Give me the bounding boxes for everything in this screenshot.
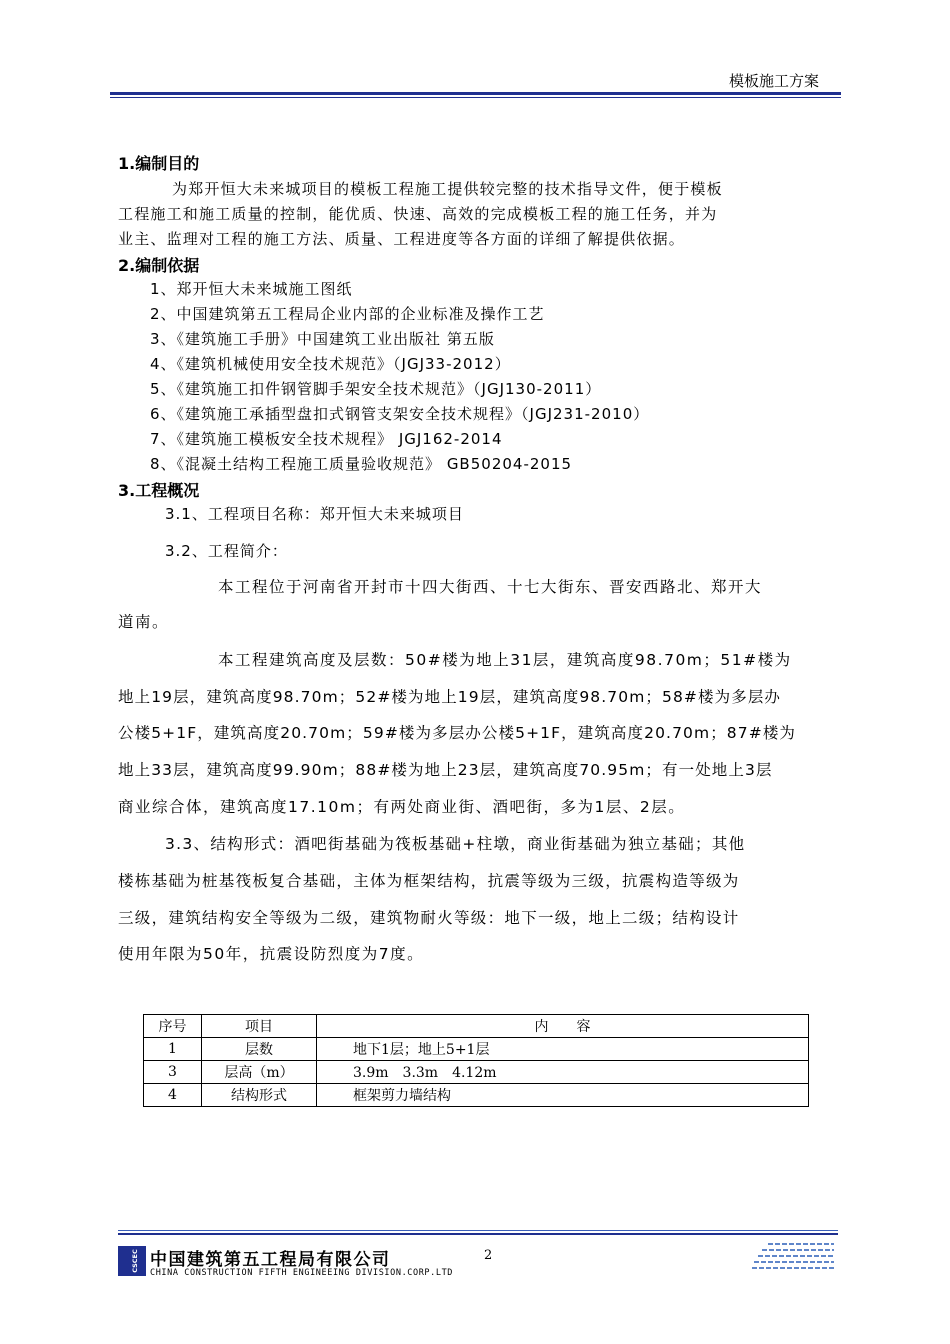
- paragraph-line: 工程施工和施工质量的控制，能优质、快速、高效的完成模板工程的施工任务，并为: [118, 205, 718, 223]
- basis-list-item: 2、中国建筑第五工程局企业内部的企业标准及操作工艺: [150, 305, 545, 323]
- table-row: [144, 1061, 809, 1084]
- paragraph-line: 本工程位于河南省开封市十四大街西、十七大街东、晋安西路北、郑开大: [218, 578, 763, 596]
- company-name-en: CHINA CONSTRUCTION FIFTH ENGINEEING DIVISION.CORP.LTD: [150, 1268, 454, 1278]
- table-row: [144, 1084, 809, 1107]
- paragraph-line: 道南。: [118, 613, 170, 631]
- table-cell: 层数: [202, 1038, 317, 1061]
- paragraph-line: 地上19层，建筑高度98.70m；52#楼为地上19层，建筑高度98.70m；58#楼为多层办: [118, 688, 782, 706]
- company-name-cn: 中国建筑第五工程局有限公司: [150, 1250, 391, 1270]
- paragraph-line: 为郑开恒大未来城项目的模板工程施工提供较完整的技术指导文件，便于模板: [172, 180, 723, 198]
- table-cell: 4: [144, 1084, 202, 1107]
- table-cell: 1: [144, 1038, 202, 1061]
- paragraph-line: 本工程建筑高度及层数：50#楼为地上31层，建筑高度98.70m；51#楼为: [218, 651, 792, 669]
- table-cell: 地下1层；地上5+1层: [317, 1038, 809, 1061]
- basis-list-item: 6、《建筑施工承插型盘扣式钢管支架安全技术规程》（JGJ231-2010）: [150, 405, 650, 423]
- table-header-cell: 序号: [144, 1015, 202, 1038]
- header-divider-thin: [110, 97, 841, 98]
- table-cell: 3.9m 3.3m 4.12m: [317, 1061, 809, 1084]
- basis-list-item: 8、《混凝土结构工程施工质量验收规范》 GB50204-2015: [150, 455, 573, 473]
- paragraph-line: 商业综合体，建筑高度17.10m；有两处商业街、酒吧街，多为1层、2层。: [118, 798, 686, 816]
- section-heading-overview: 3.工程概况: [118, 481, 200, 500]
- document-title: 模板施工方案: [728, 72, 819, 90]
- table-cell: 结构形式: [202, 1084, 317, 1107]
- company-logo-icon: [118, 1246, 146, 1276]
- paragraph-line: 使用年限为50年，抗震设防烈度为7度。: [118, 945, 425, 963]
- table-row: [144, 1038, 809, 1061]
- basis-list-item: 7、《建筑施工模板安全技术规程》 JGJ162-2014: [150, 430, 503, 448]
- section-heading-basis: 2.编制依据: [118, 256, 200, 275]
- paragraph-line: 业主、监理对工程的施工方法、质量、工程进度等各方面的详细了解提供依据。: [118, 230, 686, 248]
- brand-wave-icon: [750, 1240, 838, 1278]
- table-cell: 3: [144, 1061, 202, 1084]
- subsection-project-name: 3.1、工程项目名称：郑开恒大未来城项目: [165, 505, 464, 523]
- paragraph-line: 三级，建筑结构安全等级为二级，建筑物耐火等级：地下一级，地上二级；结构设计: [118, 909, 740, 927]
- footer-divider: [118, 1233, 838, 1235]
- table-header-cell: 项目: [202, 1015, 317, 1038]
- paragraph-line: 3.3、结构形式：酒吧街基础为筏板基础+柱墩，商业街基础为独立基础；其他: [165, 835, 746, 853]
- section-heading-purpose: 1.编制目的: [118, 154, 200, 173]
- page-number: 2: [484, 1248, 493, 1263]
- subsection-intro: 3.2、工程简介：: [165, 542, 288, 560]
- header-divider: [110, 92, 841, 95]
- table-header-cell: 内 容: [317, 1015, 809, 1038]
- structure-spec-table: [143, 1014, 809, 1107]
- table-cell: 层高（m）: [202, 1061, 317, 1084]
- table-header-row: [144, 1015, 809, 1038]
- paragraph-line: 公楼5+1F，建筑高度20.70m；59#楼为多层办公楼5+1F，建筑高度20.70m；87#楼为: [118, 724, 797, 742]
- paragraph-line: 楼栋基础为桩基筏板复合基础，主体为框架结构，抗震等级为三级，抗震构造等级为: [118, 872, 740, 890]
- basis-list-item: 1、郑开恒大未来城施工图纸: [150, 280, 353, 298]
- basis-list-item: 4、《建筑机械使用安全技术规范》（JGJ33-2012）: [150, 355, 511, 373]
- basis-list-item: 3、《建筑施工手册》中国建筑工业出版社 第五版: [150, 330, 495, 348]
- table-cell: 框架剪力墙结构: [317, 1084, 809, 1107]
- paragraph-line: 地上33层，建筑高度99.90m；88#楼为地上23层，建筑高度70.95m；有一处地上3层: [118, 761, 773, 779]
- footer-divider-thin: [118, 1230, 838, 1231]
- svg-text:CSCEC: CSCEC: [131, 1249, 139, 1273]
- basis-list-item: 5、《建筑施工扣件钢管脚手架安全技术规范》（JGJ130-2011）: [150, 380, 602, 398]
